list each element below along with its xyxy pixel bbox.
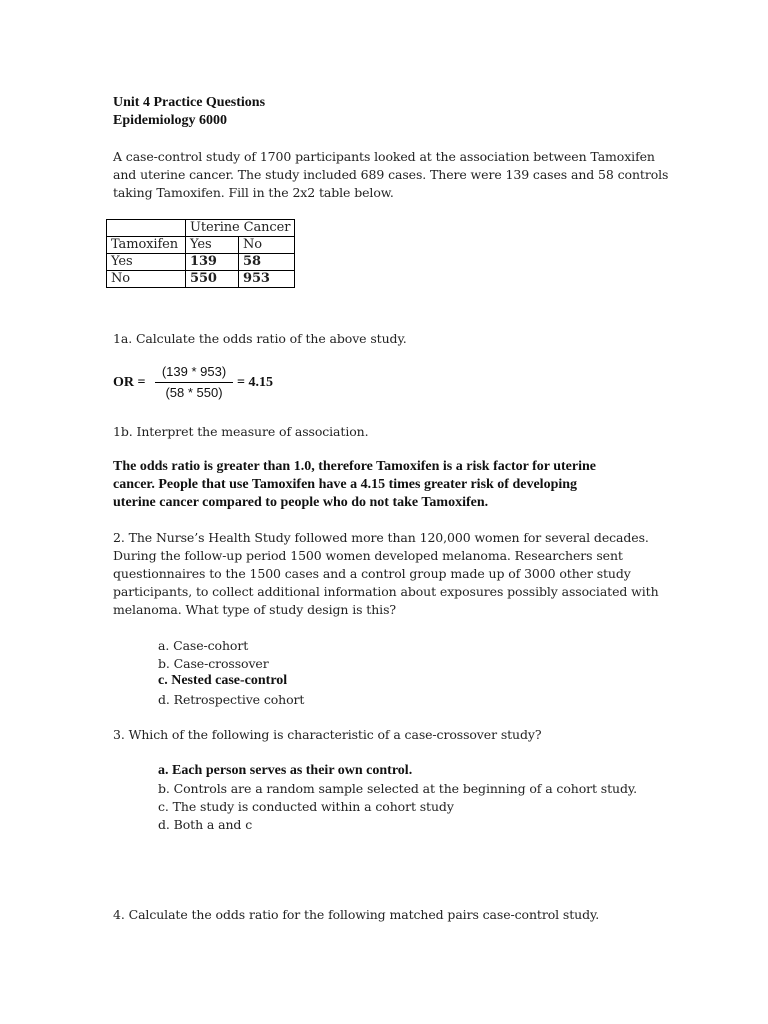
q1-intro-line: taking Tamoxifen. Fill in the 2x2 table below. (113, 185, 394, 200)
table-cell: 58 (239, 254, 295, 271)
q2-option: d. Retrospective cohort (158, 692, 305, 707)
table-header-tamoxifen: Tamoxifen (107, 237, 186, 254)
table-cell: 953 (239, 271, 295, 288)
table-header-no: No (239, 237, 295, 254)
q2-text-line: questionnaires to the 1500 cases and a control group made up of 3000 other study (113, 566, 631, 581)
table-header-yes: Yes (186, 237, 239, 254)
or-label: OR = (113, 375, 146, 390)
q2-text-line: 2. The Nurse’s Health Study followed more than 120,000 women for several decades. (113, 530, 649, 545)
table-row (107, 254, 295, 271)
or-result: = 4.15 (237, 375, 273, 390)
table-row-label: Yes (107, 254, 186, 271)
course-name: Epidemiology 6000 (113, 113, 227, 128)
table-row (107, 271, 295, 288)
table-row-label: No (107, 271, 186, 288)
or-numerator: (139 * 953) (161, 364, 227, 379)
q3-option-answer: a. Each person serves as their own control. (158, 763, 413, 778)
q1a-question: 1a. Calculate the odds ratio of the above study. (113, 331, 407, 346)
q2-option: b. Case-crossover (158, 656, 269, 671)
q3-text: 3. Which of the following is characteristic of a case-crossover study? (113, 727, 542, 742)
q1b-answer-line: The odds ratio is greater than 1.0, therefore Tamoxifen is a risk factor for uterine (113, 459, 596, 474)
q1b-question: 1b. Interpret the measure of association. (113, 424, 369, 439)
q3-option: c. The study is conducted within a cohort study (158, 799, 454, 814)
table-row (107, 237, 295, 254)
fraction-bar (155, 382, 233, 383)
q2-text-line: During the follow-up period 1500 women developed melanoma. Researchers sent (113, 548, 623, 563)
q4-text: 4. Calculate the odds ratio for the following matched pairs case-control study. (113, 907, 600, 922)
q3-option: d. Both a and c (158, 817, 253, 832)
table-cell: 550 (186, 271, 239, 288)
q1-intro-line: A case-control study of 1700 participants looked at the association between Tamoxifen (113, 149, 655, 164)
two-by-two-table (106, 219, 295, 288)
q2-text-line: participants, to collect additional information about exposures possibly associated with (113, 584, 659, 599)
q2-text-line: melanoma. What type of study design is this? (113, 602, 396, 617)
table-header-uterine-cancer: Uterine Cancer (186, 220, 295, 237)
table-cell: 139 (186, 254, 239, 271)
doc-title: Unit 4 Practice Questions (113, 95, 266, 110)
q2-option: a. Case-cohort (158, 638, 249, 653)
q1b-answer-line: cancer. People that use Tamoxifen have a 4.15 times greater risk of developing (113, 477, 578, 492)
table-row (107, 220, 295, 237)
or-denominator: (58 * 550) (165, 385, 223, 400)
q1b-answer-line: uterine cancer compared to people who do not take Tamoxifen. (113, 495, 489, 510)
table-cell (107, 220, 186, 237)
q1-intro-line: and uterine cancer. The study included 689 cases. There were 139 cases and 58 controls (113, 167, 669, 182)
q3-option: b. Controls are a random sample selected at the beginning of a cohort study. (158, 781, 638, 796)
q2-option-answer: c. Nested case-control (158, 673, 288, 688)
or-fraction (155, 364, 233, 401)
